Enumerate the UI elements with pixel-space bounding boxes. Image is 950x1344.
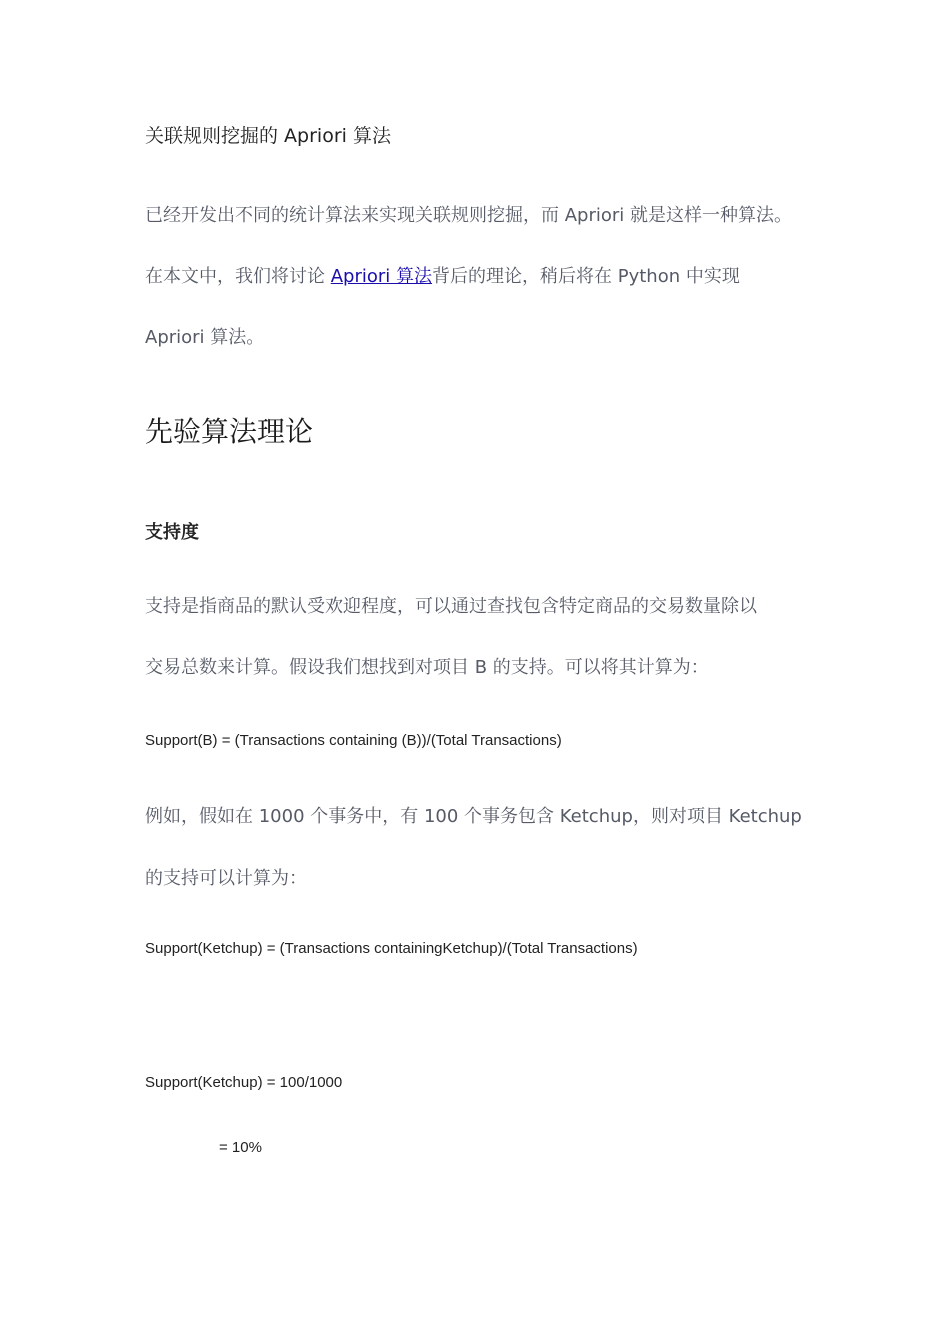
formula-ketchup-result: = 10% [219,1139,262,1156]
apriori-algorithm-link[interactable]: Apriori 算法 [330,266,433,287]
example-paragraph-line-1: 例如，假如在 1000 个事务中，有 100 个事务包含 Ketchup，则对项目 Ketchup [145,806,802,827]
formula-support-b: Support(B) = (Transactions containing (B))/(Total Transactions) [145,732,562,749]
intro-paragraph-line-1: 已经开发出不同的统计算法来实现关联规则挖掘，而 Apriori 就是这样一种算法。 [145,205,792,226]
intro-text-before-link: 在本文中，我们将讨论 [145,266,331,287]
formula-support-ketchup: Support(Ketchup) = (Transactions containingKetchup)/(Total Transactions) [145,940,638,957]
intro-paragraph-line-3: Apriori 算法。 [145,327,265,348]
support-paragraph-line-2: 交易总数来计算。假设我们想找到对项目 B 的支持。可以将其计算为： [145,657,709,678]
intro-paragraph-line-2 [145,262,740,288]
example-paragraph-line-2: 的支持可以计算为： [145,868,307,889]
article-title: 关联规则挖掘的 Apriori 算法 [145,125,391,147]
formula-ketchup-value: Support(Ketchup) = 100/1000 [145,1074,343,1091]
support-heading: 支持度 [145,522,199,543]
intro-text-after-link: 背后的理论，稍后将在 Python 中实现 [432,266,740,287]
section-heading: 先验算法理论 [145,415,314,448]
support-paragraph-line-1: 支持是指商品的默认受欢迎程度，可以通过查找包含特定商品的交易数量除以 [145,596,757,617]
